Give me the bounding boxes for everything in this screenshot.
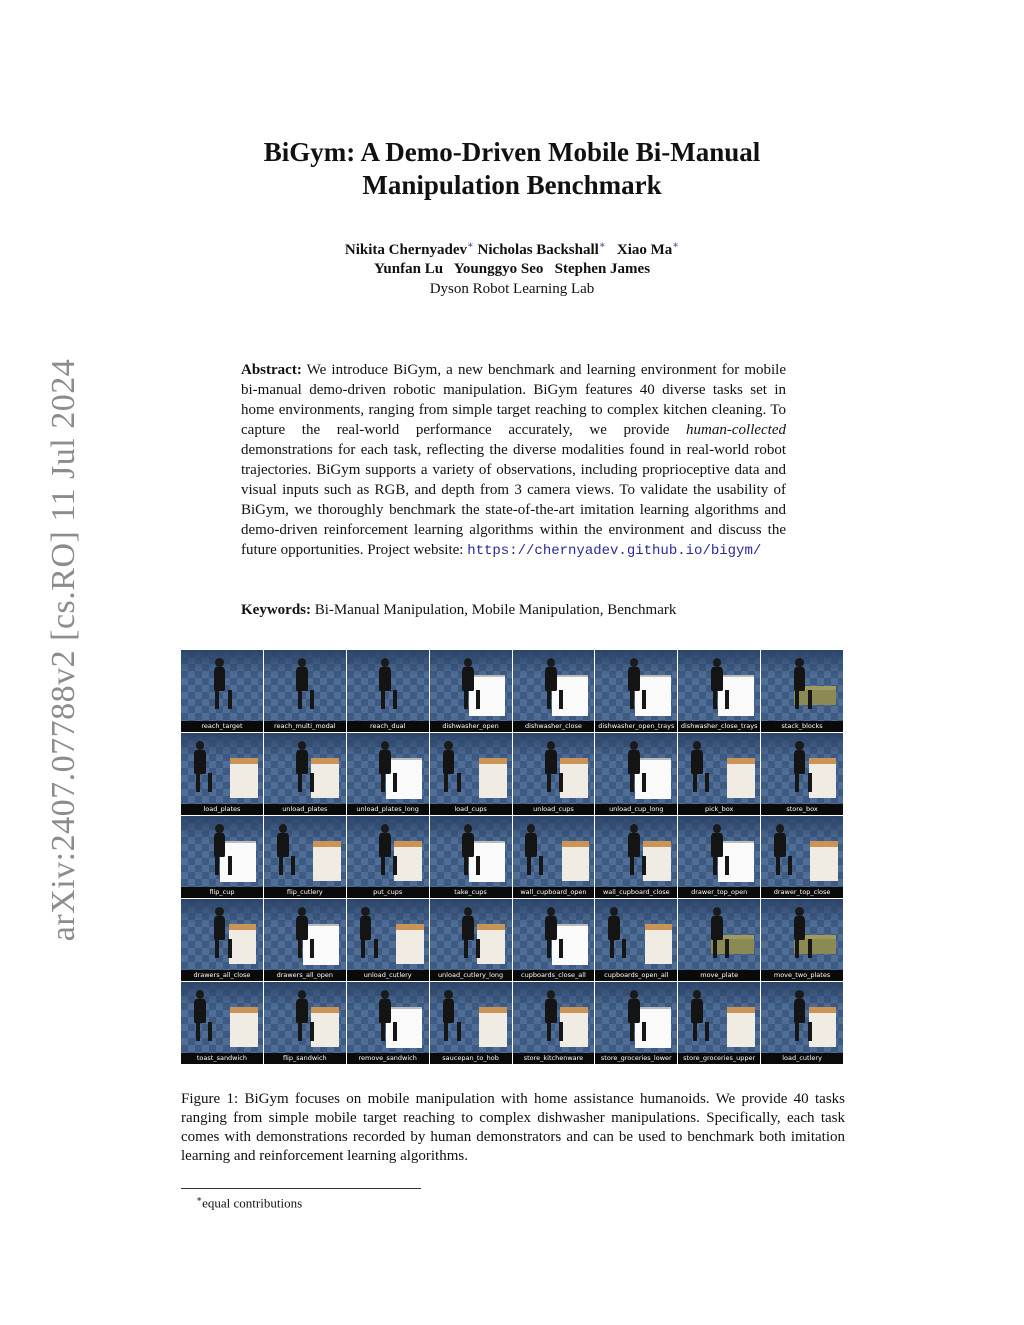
robot-head (381, 990, 389, 999)
robot-body (277, 833, 289, 856)
furniture-shape (311, 758, 339, 798)
robot-body (545, 750, 557, 773)
task-label: unload_cutlery (347, 970, 429, 981)
task-label: flip_cup (181, 887, 263, 898)
robot-body (691, 750, 703, 773)
task-label: flip_cutlery (264, 887, 346, 898)
equal-contribution-mark: ∗ (467, 240, 474, 251)
robot-head (713, 907, 721, 916)
robot-silhouette (544, 907, 559, 958)
robot-head (713, 658, 721, 667)
robot-silhouette (524, 824, 539, 875)
robot-body (296, 999, 308, 1022)
keywords (241, 600, 786, 620)
robot-body (296, 667, 308, 690)
task-tile (595, 982, 677, 1064)
task-tile (513, 899, 595, 981)
robot-legs (547, 1022, 563, 1041)
robot-legs (630, 773, 646, 792)
author-name: Nikita Chernyadev (344, 242, 467, 258)
robot-silhouette (792, 990, 807, 1041)
task-label: reach_multi_modal (264, 721, 346, 732)
task-label: unload_cup_long (595, 804, 677, 815)
abstract (241, 360, 786, 561)
robot-head (630, 990, 638, 999)
robot-silhouette (295, 990, 310, 1041)
task-label: store_groceries_upper (678, 1053, 760, 1064)
robot-legs (361, 939, 377, 958)
robot-legs (381, 773, 397, 792)
furniture-shape (560, 758, 588, 798)
task-tile (595, 650, 677, 732)
robot-body (628, 667, 640, 690)
robot-legs (298, 1022, 314, 1041)
task-tile (761, 982, 843, 1064)
robot-legs (693, 1022, 709, 1041)
task-label: unload_plates (264, 804, 346, 815)
robot-body (379, 999, 391, 1022)
author-name: Xiao Ma (616, 242, 673, 258)
robot-legs (693, 773, 709, 792)
robot-legs (547, 690, 563, 709)
robot-legs (215, 939, 231, 958)
task-label: reach_target (181, 721, 263, 732)
robot-legs (381, 690, 397, 709)
robot-legs (795, 690, 811, 709)
task-label: move_two_plates (761, 970, 843, 981)
robot-legs (464, 856, 480, 875)
task-tile (513, 816, 595, 898)
robot-head (215, 907, 223, 916)
footnote (196, 1191, 302, 1211)
robot-legs (444, 1022, 460, 1041)
robot-head (630, 658, 638, 667)
robot-head (444, 990, 452, 999)
task-label: unload_cups (513, 804, 595, 815)
robot-body (525, 833, 537, 856)
robot-head (547, 741, 555, 750)
footnote-mark: ∗ (196, 1194, 203, 1204)
robot-silhouette (690, 990, 705, 1041)
furniture-shape (560, 1007, 588, 1047)
keywords-label: Keywords: (241, 602, 311, 618)
task-tile (181, 650, 263, 732)
abstract-text: demonstrations for each task, reflecting the diverse modalities found in real-world robot trajectories. BiGym supports a variety of observations, including proprioceptive data and visual inputs such as RGB, and depth from 3 camera views. To validate the usability of BiGym, we thoroughly benchmark the state-of-the-art imitation learning algorithms and demo-driven reinforcement learning algorithms within the environment and discuss the future opportunities. Project website: (241, 442, 786, 558)
robot-head (279, 824, 287, 833)
robot-body (628, 999, 640, 1022)
furniture-shape (727, 1007, 755, 1047)
task-tile (430, 899, 512, 981)
task-tile (678, 733, 760, 815)
author-name: Stephen James (554, 261, 651, 277)
robot-legs (381, 1022, 397, 1041)
robot-legs (527, 856, 543, 875)
robot-legs (630, 690, 646, 709)
robot-body (462, 667, 474, 690)
robot-silhouette (212, 907, 227, 958)
task-tile (678, 816, 760, 898)
robot-silhouette (544, 990, 559, 1041)
furniture-shape (477, 924, 505, 964)
robot-body (379, 667, 391, 690)
task-tile (181, 733, 263, 815)
robot-body (774, 833, 786, 856)
task-label: drawers_all_open (264, 970, 346, 981)
figure-caption: Figure 1: BiGym focuses on mobile manipulation with home assistance humanoids. We provide 40 tasks ranging from simple mobile target reaching to complex dishwasher manipulations. Specifically, each task comes with demonstrations recorded by human demonstrators and can be used to benchmark both imitation learning and reinforcement learning algorithms. (181, 1091, 845, 1164)
furniture-shape (230, 758, 258, 798)
author-line-1 (0, 236, 1024, 260)
task-label: wall_cupboard_open (513, 887, 595, 898)
furniture-shape (809, 758, 837, 798)
robot-body (794, 667, 806, 690)
robot-head (776, 824, 784, 833)
robot-head (527, 824, 535, 833)
task-tile (761, 816, 843, 898)
task-tile (678, 899, 760, 981)
robot-silhouette (378, 990, 393, 1041)
robot-head (693, 741, 701, 750)
task-label: unload_plates_long (347, 804, 429, 815)
task-tile (264, 733, 346, 815)
robot-silhouette (709, 907, 724, 958)
robot-legs (610, 939, 626, 958)
task-label: dishwasher_close_trays (678, 721, 760, 732)
robot-silhouette (378, 824, 393, 875)
robot-body (711, 667, 723, 690)
furniture-shape (229, 924, 257, 964)
robot-silhouette (461, 824, 476, 875)
robot-head (381, 741, 389, 750)
robot-silhouette (212, 658, 227, 709)
robot-legs (196, 773, 212, 792)
furniture-shape (810, 841, 838, 881)
robot-legs (776, 856, 792, 875)
task-tile (678, 982, 760, 1064)
equal-contribution-mark: ∗ (598, 240, 606, 251)
task-tile (264, 899, 346, 981)
robot-legs (279, 856, 295, 875)
author-name: Nicholas Backshall (477, 242, 599, 258)
robot-legs (713, 939, 729, 958)
robot-head (630, 824, 638, 833)
robot-silhouette (690, 741, 705, 792)
robot-body (545, 916, 557, 939)
robot-silhouette (461, 907, 476, 958)
task-label: drawers_all_close (181, 970, 263, 981)
robot-legs (795, 1022, 811, 1041)
task-tile (264, 816, 346, 898)
abstract-text: We introduce BiGym, a new benchmark and learning environment for mobile bi-manual demo-driven robotic manipulation. BiGym features 40 diverse tasks set in home environments, ranging from simple target reaching to complex kitchen cleaning. To capture the real-world performance accurately, we provide (241, 362, 786, 438)
task-tile (761, 650, 843, 732)
robot-silhouette (709, 658, 724, 709)
robot-silhouette (626, 741, 641, 792)
task-label: cupboards_open_all (595, 970, 677, 981)
task-label: reach_dual (347, 721, 429, 732)
paper-title (0, 136, 1024, 202)
task-tile (347, 899, 429, 981)
task-label: store_kitchenware (513, 1053, 595, 1064)
robot-body (214, 833, 226, 856)
robot-body (443, 999, 455, 1022)
task-label: stack_blocks (761, 721, 843, 732)
robot-head (381, 824, 389, 833)
robot-silhouette (607, 907, 622, 958)
author-list (0, 236, 1024, 279)
robot-silhouette (709, 824, 724, 875)
robot-head (464, 824, 472, 833)
title-line-2: Manipulation Benchmark (362, 170, 662, 200)
task-tile (761, 733, 843, 815)
robot-silhouette (773, 824, 788, 875)
robot-body (214, 916, 226, 939)
furniture-shape (479, 1007, 507, 1047)
furniture-shape (313, 841, 341, 881)
task-tile (347, 650, 429, 732)
robot-head (298, 741, 306, 750)
task-label: unload_cutlery_long (430, 970, 512, 981)
robot-head (795, 907, 803, 916)
robot-body (379, 833, 391, 856)
task-label: load_cutlery (761, 1053, 843, 1064)
robot-head (547, 907, 555, 916)
robot-silhouette (544, 658, 559, 709)
furniture-shape (562, 841, 590, 881)
robot-silhouette (295, 741, 310, 792)
arxiv-identifier: arXiv:2407.07788v2 [cs.RO] 11 Jul 2024 (45, 358, 82, 942)
robot-silhouette (295, 658, 310, 709)
title-line-1: BiGym: A Demo-Driven Mobile Bi-Manual (263, 137, 761, 167)
robot-legs (215, 690, 231, 709)
task-tile (513, 650, 595, 732)
robot-legs (713, 856, 729, 875)
task-tile (513, 733, 595, 815)
task-label: cupboards_close_all (513, 970, 595, 981)
task-tile (347, 816, 429, 898)
footnote-divider (181, 1188, 421, 1189)
robot-legs (795, 939, 811, 958)
furniture-shape (479, 758, 507, 798)
robot-body (794, 916, 806, 939)
robot-body (628, 833, 640, 856)
robot-head (361, 907, 369, 916)
robot-silhouette (544, 741, 559, 792)
robot-silhouette (295, 907, 310, 958)
robot-silhouette (192, 990, 207, 1041)
robot-body (628, 750, 640, 773)
task-tile (264, 650, 346, 732)
furniture-shape (645, 924, 673, 964)
task-tile (430, 733, 512, 815)
task-label: flip_sandwich (264, 1053, 346, 1064)
robot-body (794, 750, 806, 773)
task-label: take_cups (430, 887, 512, 898)
robot-silhouette (358, 907, 373, 958)
robot-silhouette (441, 990, 456, 1041)
robot-head (444, 741, 452, 750)
robot-body (711, 833, 723, 856)
robot-head (547, 658, 555, 667)
robot-body (194, 750, 206, 773)
robot-legs (464, 939, 480, 958)
task-tile (181, 982, 263, 1064)
robot-head (795, 658, 803, 667)
task-label: drawer_top_close (761, 887, 843, 898)
task-tile (430, 982, 512, 1064)
task-montage-figure (181, 650, 843, 1064)
robot-body (194, 999, 206, 1022)
robot-silhouette (792, 658, 807, 709)
robot-body (794, 999, 806, 1022)
robot-legs (630, 856, 646, 875)
author-name: Yunfan Lu (373, 261, 444, 277)
robot-head (298, 907, 306, 916)
robot-body (443, 750, 455, 773)
task-label: remove_sandwich (347, 1053, 429, 1064)
robot-silhouette (378, 741, 393, 792)
robot-legs (547, 773, 563, 792)
robot-body (296, 750, 308, 773)
robot-head (464, 658, 472, 667)
robot-legs (630, 1022, 646, 1041)
robot-silhouette (792, 741, 807, 792)
task-tile (761, 899, 843, 981)
robot-silhouette (378, 658, 393, 709)
robot-head (196, 990, 204, 999)
task-label: toast_sandwich (181, 1053, 263, 1064)
task-tile (430, 650, 512, 732)
task-tile (595, 899, 677, 981)
task-label: load_plates (181, 804, 263, 815)
robot-silhouette (626, 658, 641, 709)
robot-silhouette (792, 907, 807, 958)
robot-body (608, 916, 620, 939)
robot-legs (298, 773, 314, 792)
task-label: wall_cupboard_close (595, 887, 677, 898)
furniture-shape (727, 758, 755, 798)
task-label: saucepan_to_hob (430, 1053, 512, 1064)
task-label: store_box (761, 804, 843, 815)
author-name: Younggyo Seo (453, 261, 544, 277)
robot-head (464, 907, 472, 916)
robot-legs (381, 856, 397, 875)
task-label: move_plate (678, 970, 760, 981)
robot-legs (547, 939, 563, 958)
robot-silhouette (441, 741, 456, 792)
robot-legs (444, 773, 460, 792)
furniture-shape (643, 841, 671, 881)
task-label: load_cups (430, 804, 512, 815)
robot-body (379, 750, 391, 773)
robot-silhouette (212, 824, 227, 875)
footnote-text: equal contributions (202, 1195, 303, 1211)
task-label: put_cups (347, 887, 429, 898)
robot-body (214, 667, 226, 690)
furniture-shape (230, 1007, 258, 1047)
task-label: drawer_top_open (678, 887, 760, 898)
robot-silhouette (626, 990, 641, 1041)
project-website-link[interactable]: https://chernyadev.github.io/bigym/ (467, 543, 762, 559)
task-label: dishwasher_open (430, 721, 512, 732)
furniture-shape (394, 841, 422, 881)
robot-head (196, 741, 204, 750)
robot-body (545, 999, 557, 1022)
task-tile (678, 650, 760, 732)
robot-body (462, 833, 474, 856)
task-tile (181, 816, 263, 898)
robot-legs (795, 773, 811, 792)
furniture-shape (396, 924, 424, 964)
robot-head (713, 824, 721, 833)
robot-head (215, 658, 223, 667)
robot-legs (298, 939, 314, 958)
task-tile (430, 816, 512, 898)
task-label: pick_box (678, 804, 760, 815)
robot-body (462, 916, 474, 939)
robot-body (360, 916, 372, 939)
robot-silhouette (192, 741, 207, 792)
robot-legs (464, 690, 480, 709)
task-tile (595, 816, 677, 898)
robot-legs (298, 690, 314, 709)
robot-legs (196, 1022, 212, 1041)
robot-head (381, 658, 389, 667)
robot-head (795, 990, 803, 999)
task-label: store_groceries_lower (595, 1053, 677, 1064)
furniture-shape (809, 1007, 837, 1047)
robot-head (547, 990, 555, 999)
robot-head (610, 907, 618, 916)
robot-body (711, 916, 723, 939)
task-tile (347, 982, 429, 1064)
author-line-2 (0, 260, 1024, 279)
equal-contribution-mark: ∗ (672, 240, 680, 251)
affiliation: Dyson Robot Learning Lab (429, 281, 595, 297)
robot-head (298, 990, 306, 999)
robot-silhouette (461, 658, 476, 709)
robot-head (693, 990, 701, 999)
task-tile (347, 733, 429, 815)
robot-legs (713, 690, 729, 709)
robot-head (630, 741, 638, 750)
task-tile (181, 899, 263, 981)
keywords-text: Bi-Manual Manipulation, Mobile Manipulation, Benchmark (314, 602, 677, 618)
task-label: dishwasher_open_trays (595, 721, 677, 732)
abstract-emphasis: human-collected (686, 422, 787, 438)
task-tile (513, 982, 595, 1064)
robot-silhouette (626, 824, 641, 875)
robot-head (298, 658, 306, 667)
robot-silhouette (275, 824, 290, 875)
task-label: dishwasher_close (513, 721, 595, 732)
task-tile (264, 982, 346, 1064)
abstract-label: Abstract: (241, 362, 302, 378)
robot-body (545, 667, 557, 690)
task-tile (595, 733, 677, 815)
robot-legs (215, 856, 231, 875)
robot-head (795, 741, 803, 750)
robot-head (215, 824, 223, 833)
robot-body (296, 916, 308, 939)
furniture-shape (311, 1007, 339, 1047)
robot-body (691, 999, 703, 1022)
